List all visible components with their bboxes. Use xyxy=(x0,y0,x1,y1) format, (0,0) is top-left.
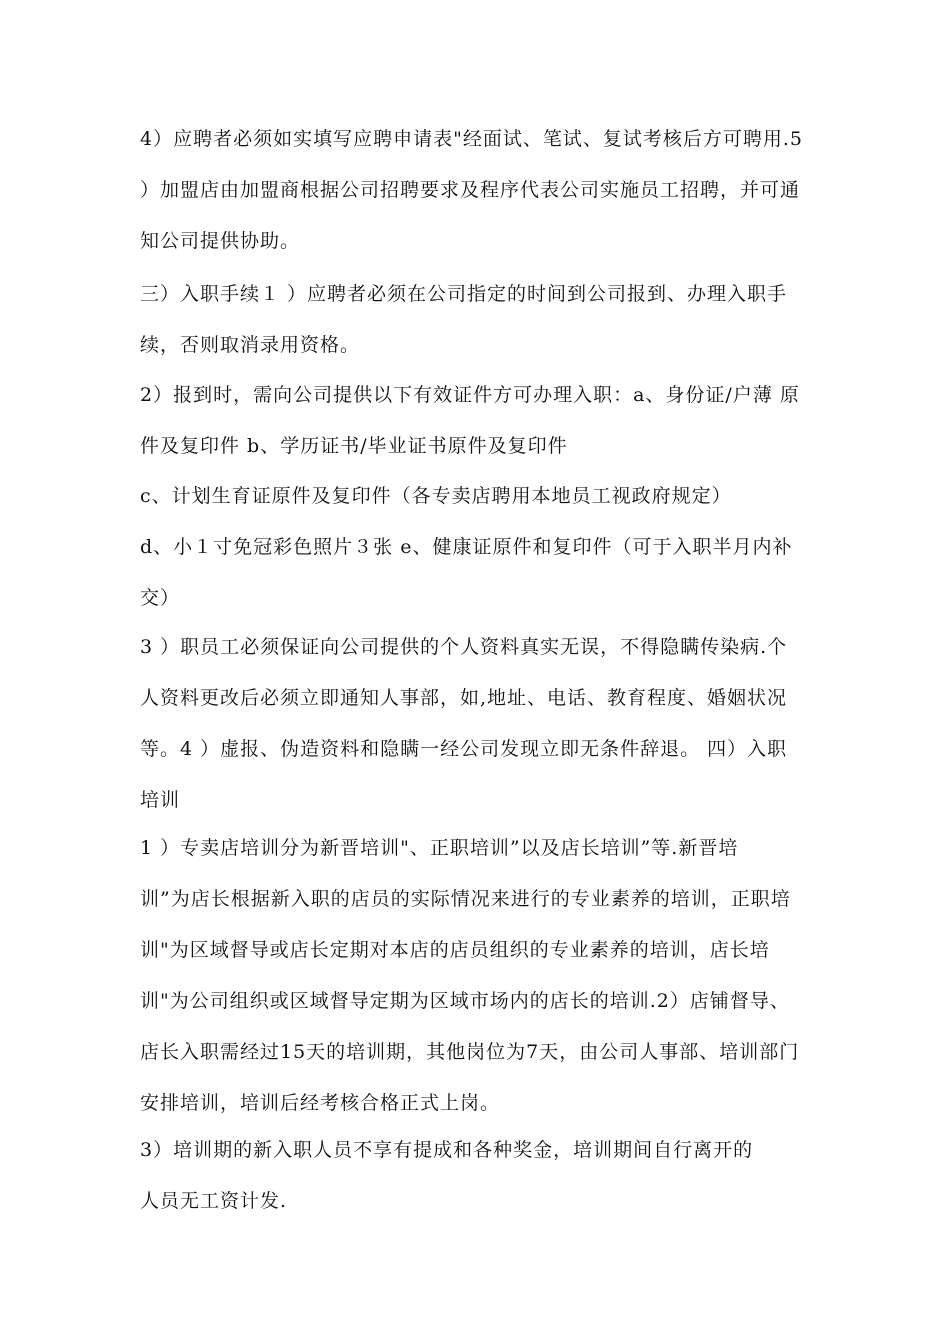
text-line: 3）培训期的新入职人员不享有提成和各种奖金，培训期间自行离开的 xyxy=(140,1139,754,1161)
text-line: 训"为公司组织或区域督导定期为区域市场内的店长的培训.2）店铺督导、 xyxy=(140,990,790,1012)
text-line: 人资料更改后必须立即通知人事部，如,地址、电话、教育程度、婚姻状况 xyxy=(140,687,788,709)
text-line: 人员无工资计发. xyxy=(140,1190,288,1212)
text-line: 4）应聘者必须如实填写应聘申请表"经面试、笔试、复试考核后方可聘用.5 xyxy=(140,128,803,150)
text-line: 训”为店长根据新入职的店员的实际情况来进行的专业素养的培训，正职培 xyxy=(140,888,791,910)
text-line: 三）入职手续１ ）应聘者必须在公司指定的时间到公司报到、办理入职手 xyxy=(140,283,788,305)
text-line: 等。4 ）虚报、伪造资料和隐瞒一经公司发现立即无条件辞退。 四）入职 xyxy=(140,738,788,760)
paragraph-training-period-compensation xyxy=(140,1125,820,1227)
text-line: 交） xyxy=(140,587,181,609)
text-line: 安排培训，培训后经考核合格正式上岗。 xyxy=(140,1092,501,1114)
paragraph-recruitment-application xyxy=(140,114,820,267)
text-line: 1 ）专卖店培训分为新晋培训"、正职培训”以及店长培训”等.新晋培 xyxy=(140,837,739,859)
paragraph-onboarding-procedure xyxy=(140,269,820,371)
paragraph-personal-information xyxy=(140,622,820,826)
paragraph-training-types xyxy=(140,823,820,1129)
text-line: ）加盟店由加盟商根据公司招聘要求及程序代表公司实施员工招聘，并可通 xyxy=(140,179,801,201)
paragraph-family-planning-certificate xyxy=(140,471,820,522)
text-line: 训"为区域督导或店长定期对本店的店员组织的专业素养的培训，店长培 xyxy=(140,939,770,961)
paragraph-photos-health-certificate xyxy=(140,522,820,624)
text-line: 续，否则取消录用资格。 xyxy=(140,334,361,356)
text-line: 3 ）职员工必须保证向公司提供的个人资料真实无误，不得隐瞒传染病.个 xyxy=(140,636,788,658)
paragraph-required-documents xyxy=(140,370,820,472)
text-line: 培训 xyxy=(140,789,181,811)
text-line: d、小１寸免冠彩色照片３张 e、健康证原件和复印件（可于入职半月内补 xyxy=(140,536,793,558)
text-line: c、计划生育证原件及复印件（各专卖店聘用本地员工视政府规定） xyxy=(140,485,732,507)
text-line: 件及复印件 b、学历证书/毕业证书原件及复印件 xyxy=(140,435,568,457)
text-line: 知公司提供协助。 xyxy=(140,230,301,252)
text-line: 2）报到时，需向公司提供以下有效证件方可办理入职：a、身份证/户薄 原 xyxy=(140,384,800,406)
text-line: 店长入职需经过15天的培训期，其他岗位为7天，由公司人事部、培训部门 xyxy=(140,1041,800,1063)
